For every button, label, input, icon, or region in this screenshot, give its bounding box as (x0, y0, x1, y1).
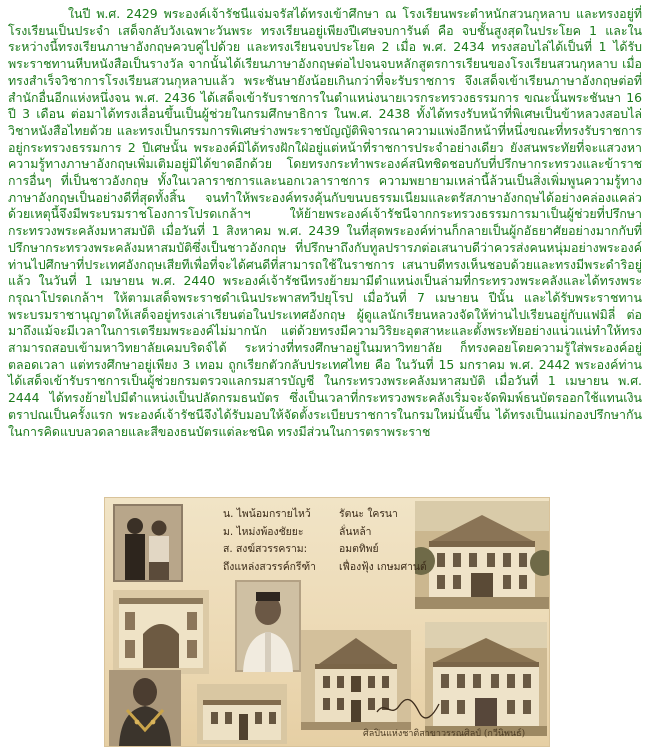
poem-line: น. ไพน้อมกรายไหว้ (223, 508, 311, 520)
article-paragraph: ในปี พ.ศ. 2429 พระองค์เจ้ารัชนีแจ่มจรัสได้ทรงเข้าศึกษา ณ โรงเรียนพระตำหนักสวนกุหลาบ และทรงอยู่ที่โรงเรียนเป็นประจำ เสด็จกลับวังเฉพาะวันพระ ทรงเรียนอยู่เพียงปีเศษจบการันต์ คือ จบชั้นสูงสุดในประโยค 1 และในระหว่างนี้ทรงเรียนภาษาอังกฤษควบคู่ไปด้วย และทรงเรียนจบประโยค 2 เมื่อ พ.ศ. 2434 ทรงสอบไล่ได้เป็นที่ 1 ได้รับพระราชทานหีบหนังสือเป็นรางวัล จากนั้นได้เรียนภาษาอังกฤษต่อไปจนจบหลักสูตรการเรียนของโรงเรียนสวนกุหลาบ เมื่อทรงสำเร็จวิชาการโรงเรียนสวนกุหลาบแล้ว พระชันษายังน้อยเกินกว่าที่จะรับราชการ จึงเสด็จเข้าเรียนภาษาอังกฤษต่อที่สำนักอื่นอีกแห่งหนึ่งจน พ.ศ. 2436 ได้เสด็จเข้ารับราชการในตำแหน่งนายเวรกระทรวงธรรมการ ขณะนั้นพระชันษา 16 ปี 3 เดือน ต่อมาได้ทรงเลื่อนขึ้นเป็นผู้ช่วยในกรมศึกษาธิการ ในพ.ศ. 2438 ทั้งได้ทรงรับหน้าที่พิเศษเป็นข้าหลวงสอบไล่วิชาหนังสือไทยด้วย และทรงเป็นกรรมการพิเศษร่างพระราชบัญญัติพิจารณาความแพ่งอีกหน้าที่หนึ่งขณะที่ทรงรับราชการอยู่กระทรวงธรรมการ 2 ปีเศษนั้น พระองค์มิได้ทรงฝักใฝ่อยู่แต่หน้าที่ราชการประจำอย่างเดียว ยังสนพระทัยที่จะแสวงหาความรู้ทางภาษาอังกฤษเพิ่มเติมอยู่มิได้ขาดอีกด้วย โดยทรงกระทำพระองค์สนิทชิดชอบกับที่ปรึกษากระทรวงและข้าราชการอื่นๆ ที่เป็นชาวอังกฤษ ทั้งในเวลาราชการและนอกเวลาราชการ ความพยายามเหล่านี้ล้วนเป็นสิ่งเพิ่มพูนความรู้ทางภาษาอังกฤษเป็นอย่างดีที่สุดทั้งสิ้น จนทำให้พระองค์ทรงคุ้นกับขนบธรรมเนียมและตรัสภาษาอังกฤษได้อย่างคล่องแคล่ว ด้วยเหตุนี้จึงมีพระบรมราชโองการโปรดเกล้าฯ ให้ย้ายพระองค์เจ้ารัชนีจากกระทรวงธรรมการมาเป็นผู้ช่วยที่ปรึกษากระทรวงพระคลังมหาสมบัติ เมื่อวันที่ 1 สิงหาคม พ.ศ. 2439 ในที่สุดพระองค์ท่านก็กลายเป็นผู้กอัธยาศัยอย่างมากกับที่ปรึกษากระทรวงพระคลังมหาสมบัติซึ่งเป็นชาวอังกฤษ ที่ปรึกษาถึงกับทูลปรารภต่อเสนาบดีว่าควรส่งคนหนุ่มอย่างพระองค์ท่านไปศึกษาที่ประเทศอังกฤษเสียทีเพื่อที่จะได้ศนดีที่สามารถใช้ในราชการ เสนาบดีทรงเห็นชอบด้วยและทรงมีพระดำริอยู่แล้ว ในวันที่ 1 เมษายน พ.ศ. 2440 พระองค์เจ้ารัชนีทรงย้ายมามีตำแหน่งเป็นล่ามที่กระทรวงพระคลังและได้ทรงพระกรุณาโปรดเกล้าฯ ให้ตามเสด็จพระราชดำเนินประพาสทวีปยุโรป เมื่อวันที่ 7 เมษายน ปีนั้น และได้รับพระราชทานพระบรมราชานุญาตให้เสด็จอยู่ทรงเล่าเรียนต่อในประเทศอังกฤษ ผู้ดูแลนักเรียนหลวงจัดให้ท่านไปเรียนอยู่กับแฟมิลี่ ต่อมาถึงแม้จะมีเวลาในการเตรียมพระองค์ไม่มากนัก แต่ด้วยทรงมีความวิริยะอุตสาหะและตั้งพระทัยอย่างแน่วแน่ทำให้ทรงสามารถสอบเข้ามหาวิทยาลัยเคมบริดจ์ได้ ระหว่างที่ทรงศึกษาอยู่ในมหาวิทยาลัย ก็ทรงคอยโดยความรู้ใส่พระองค์อยู่ตลอดเวลา แต่ทรงศึกษาอยู่เพียง 3 เทอม ถูกเรียกตัวกลับประเทศไทย คือ ในวันที่ 15 มกราคม พ.ศ. 2442 พระองค์ท่านได้เสด็จเข้ารับราชการเป็นผู้ช่วยกรมตรวจแลกรมสารบัญชี ในกระทรวงพระคลังมหาสมบัติ เมื่อวันที่ 1 เมษายน พ.ศ. 2444 ได้ทรงย้ายไปมีตำแหน่งเป็นปลัดกรมธนบัตร ซึ่งเป็นเวลาที่กระทรวงพระคลังเริ่มจะจัดพิมพ์ธนบัตรออกใช้แทนเงินตราปณเป็นครั้งแรก พระองค์เจ้ารัชนีจึงได้รับมอบให้จัดตั้งระเบียบราชการในกรมใหม่นั้นขึ้น ได้ทรงเป็นแม่กองปรึกษากันในการคิดแบบลวดลายและสีของธนบัตรแต่ละชนิด ทรงมีส่วนในการตราพระราช (8, 6, 642, 439)
poem-line: ส. สงฆ์สวรรคราม: (223, 543, 308, 556)
doorway-building-photo (113, 590, 209, 674)
poem-left-column (223, 506, 316, 576)
poem-line: ม. ไหม่งพ้องชัยยะ (223, 525, 304, 538)
center-portrait-photo (235, 580, 301, 672)
poem-line: ถึงแหล่งสวรรค์กรีฑ้า (223, 560, 316, 573)
poem-right-column (339, 506, 427, 576)
right-building-photo (425, 622, 547, 736)
artist-credit: ศิลปินแห่งชาติสาขาวรรณศิลป์ (กวีนิพนธ์) (363, 729, 526, 739)
small-building-photo (197, 684, 287, 744)
uniform-portrait-photo (109, 670, 181, 746)
tribute-collage (104, 497, 550, 747)
poem-line: ลั่นหล้า (339, 525, 372, 538)
poem-line: อมตทิพย์ (339, 543, 379, 556)
couple-photo (113, 504, 183, 582)
palace-building-photo (415, 501, 549, 609)
poem-line: เฟื่องฟุ้ง เกษมศานต์ (339, 560, 427, 573)
signature-mark (373, 696, 443, 724)
poem-line: รัตนะ ใครนา (339, 508, 398, 520)
